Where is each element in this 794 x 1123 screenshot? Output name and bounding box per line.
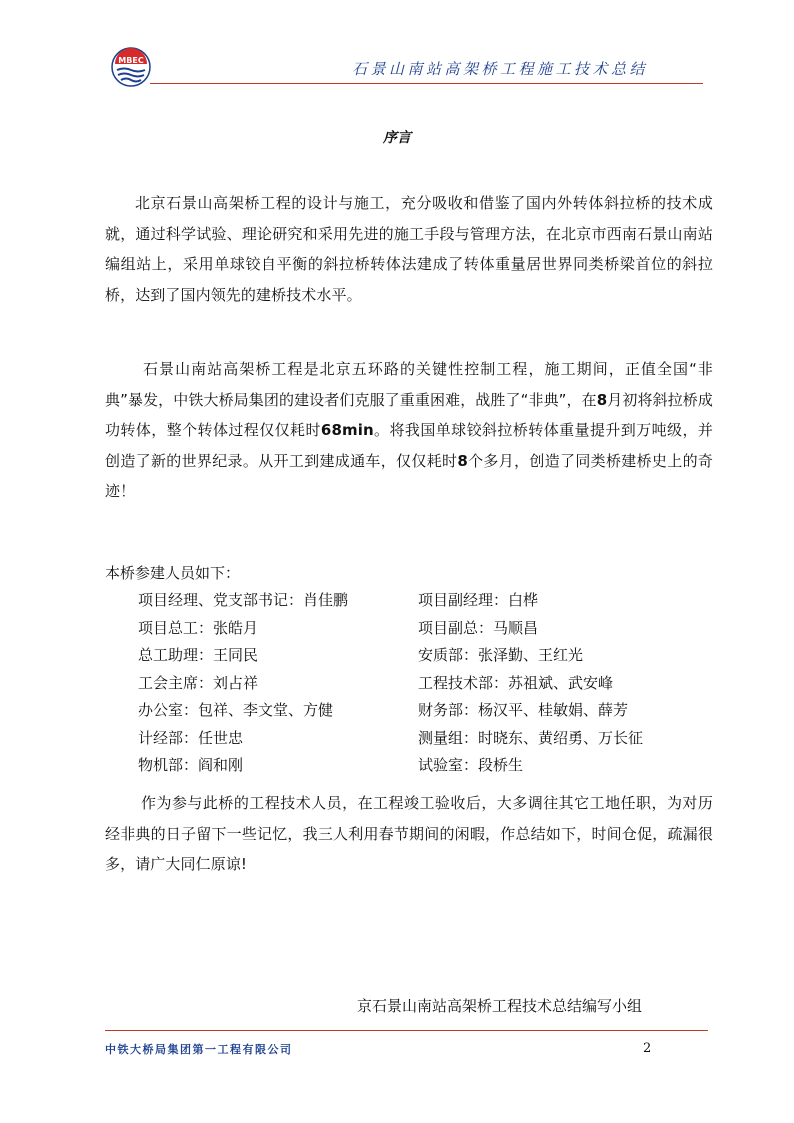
- paragraph-text: 月初将斜拉桥成功转体，整个转体过程仅仅耗时: [105, 390, 714, 439]
- roster-entry: 物机部：阎和刚: [138, 756, 244, 774]
- bold-value: 68min: [320, 421, 374, 439]
- roster-entry: 测量组：时晓东、黄绍勇、万长征: [418, 728, 644, 747]
- paragraph-intro: 北京石景山高架桥工程的设计与施工，充分吸收和借鉴了国内外转体斜拉桥的技术成就，通过科学试验、理论研究和采用先进的施工手段与管理方法，在北京市西南石景山南站编组站上，采用单球铰自平衡的斜拉桥转体法建成了转体重量居世界同类桥梁首位的斜拉桥，达到了国内领先的建桥技术水平。: [105, 194, 713, 304]
- signature: 京石景山南站高架桥工程技术总结编写小组: [357, 997, 643, 1015]
- roster-list: [138, 587, 698, 780]
- roster-entry: 项目经理、党支部书记：肖佳鹏: [138, 591, 349, 609]
- bold-value: 8: [457, 451, 468, 470]
- document-title: 序言: [383, 130, 411, 146]
- paragraph-achievement: [105, 354, 713, 507]
- paragraph-text: 个多月，创造了同类桥建桥史上的奇迹！: [105, 451, 713, 500]
- bold-value: 8: [596, 390, 608, 409]
- paragraph-text: 。将我国单球铰斜拉桥转体重量提升到万吨级，并创造了新的世界纪录。从开工到建成通车，仅仅耗时: [105, 421, 714, 470]
- roster-row: [138, 697, 698, 725]
- roster-row: [138, 642, 698, 670]
- roster-entry: 工会主席：刘占祥: [138, 673, 259, 692]
- page-number: 2: [643, 1041, 652, 1056]
- roster-entry: 项目副经理：白桦: [418, 591, 539, 609]
- roster-entry: 计经部：任世忠: [138, 728, 244, 747]
- roster-row: [138, 615, 698, 643]
- header-title: 石景山南站高架桥工程施工技术总结: [351, 60, 648, 78]
- roster-row: [138, 587, 698, 615]
- header-divider: [150, 83, 703, 84]
- roster-entry: 财务部：杨汉平、桂敏娟、薛芳: [418, 701, 629, 719]
- roster-entry: 工程技术部：苏祖斌、武安峰: [418, 673, 614, 692]
- roster-row: [138, 725, 698, 753]
- logo-text: MBEC: [118, 56, 144, 65]
- roster-intro: 本桥参建人员如下：: [105, 564, 241, 582]
- roster-entry: 办公室：包祥、李文堂、方健: [138, 701, 334, 719]
- company-logo: [111, 47, 151, 87]
- roster-row: [138, 752, 698, 780]
- paragraph-text: 石景山南站高架桥工程是北京五环路的关键性控制工程，施工期间，正值全国“非典”暴发，中铁大桥局集团的建设者们克服了重重困难，战胜了“非典”，在: [105, 360, 713, 409]
- footer-company: 中铁大桥局集团第一工程有限公司: [105, 1043, 293, 1056]
- footer-divider: [105, 1030, 708, 1031]
- roster-entry: 项目总工：张皓月: [138, 618, 259, 637]
- roster-row: [138, 670, 698, 698]
- roster-entry: 项目副总：马顺昌: [418, 618, 539, 637]
- roster-entry: 总工助理：王同民: [138, 646, 259, 664]
- roster-entry: 安质部：张泽勤、王红光: [418, 646, 584, 664]
- paragraph-closing: 作为参与此桥的工程技术人员，在工程竣工验收后，大多调往其它工地任职，为对历经非典的日子留下一些记忆，我三人利用春节期间的闲暇，作总结如下，时间仓促，疏漏很多，请广大同仁原谅!: [105, 794, 713, 873]
- roster-entry: 试验室：段桥生: [418, 756, 524, 774]
